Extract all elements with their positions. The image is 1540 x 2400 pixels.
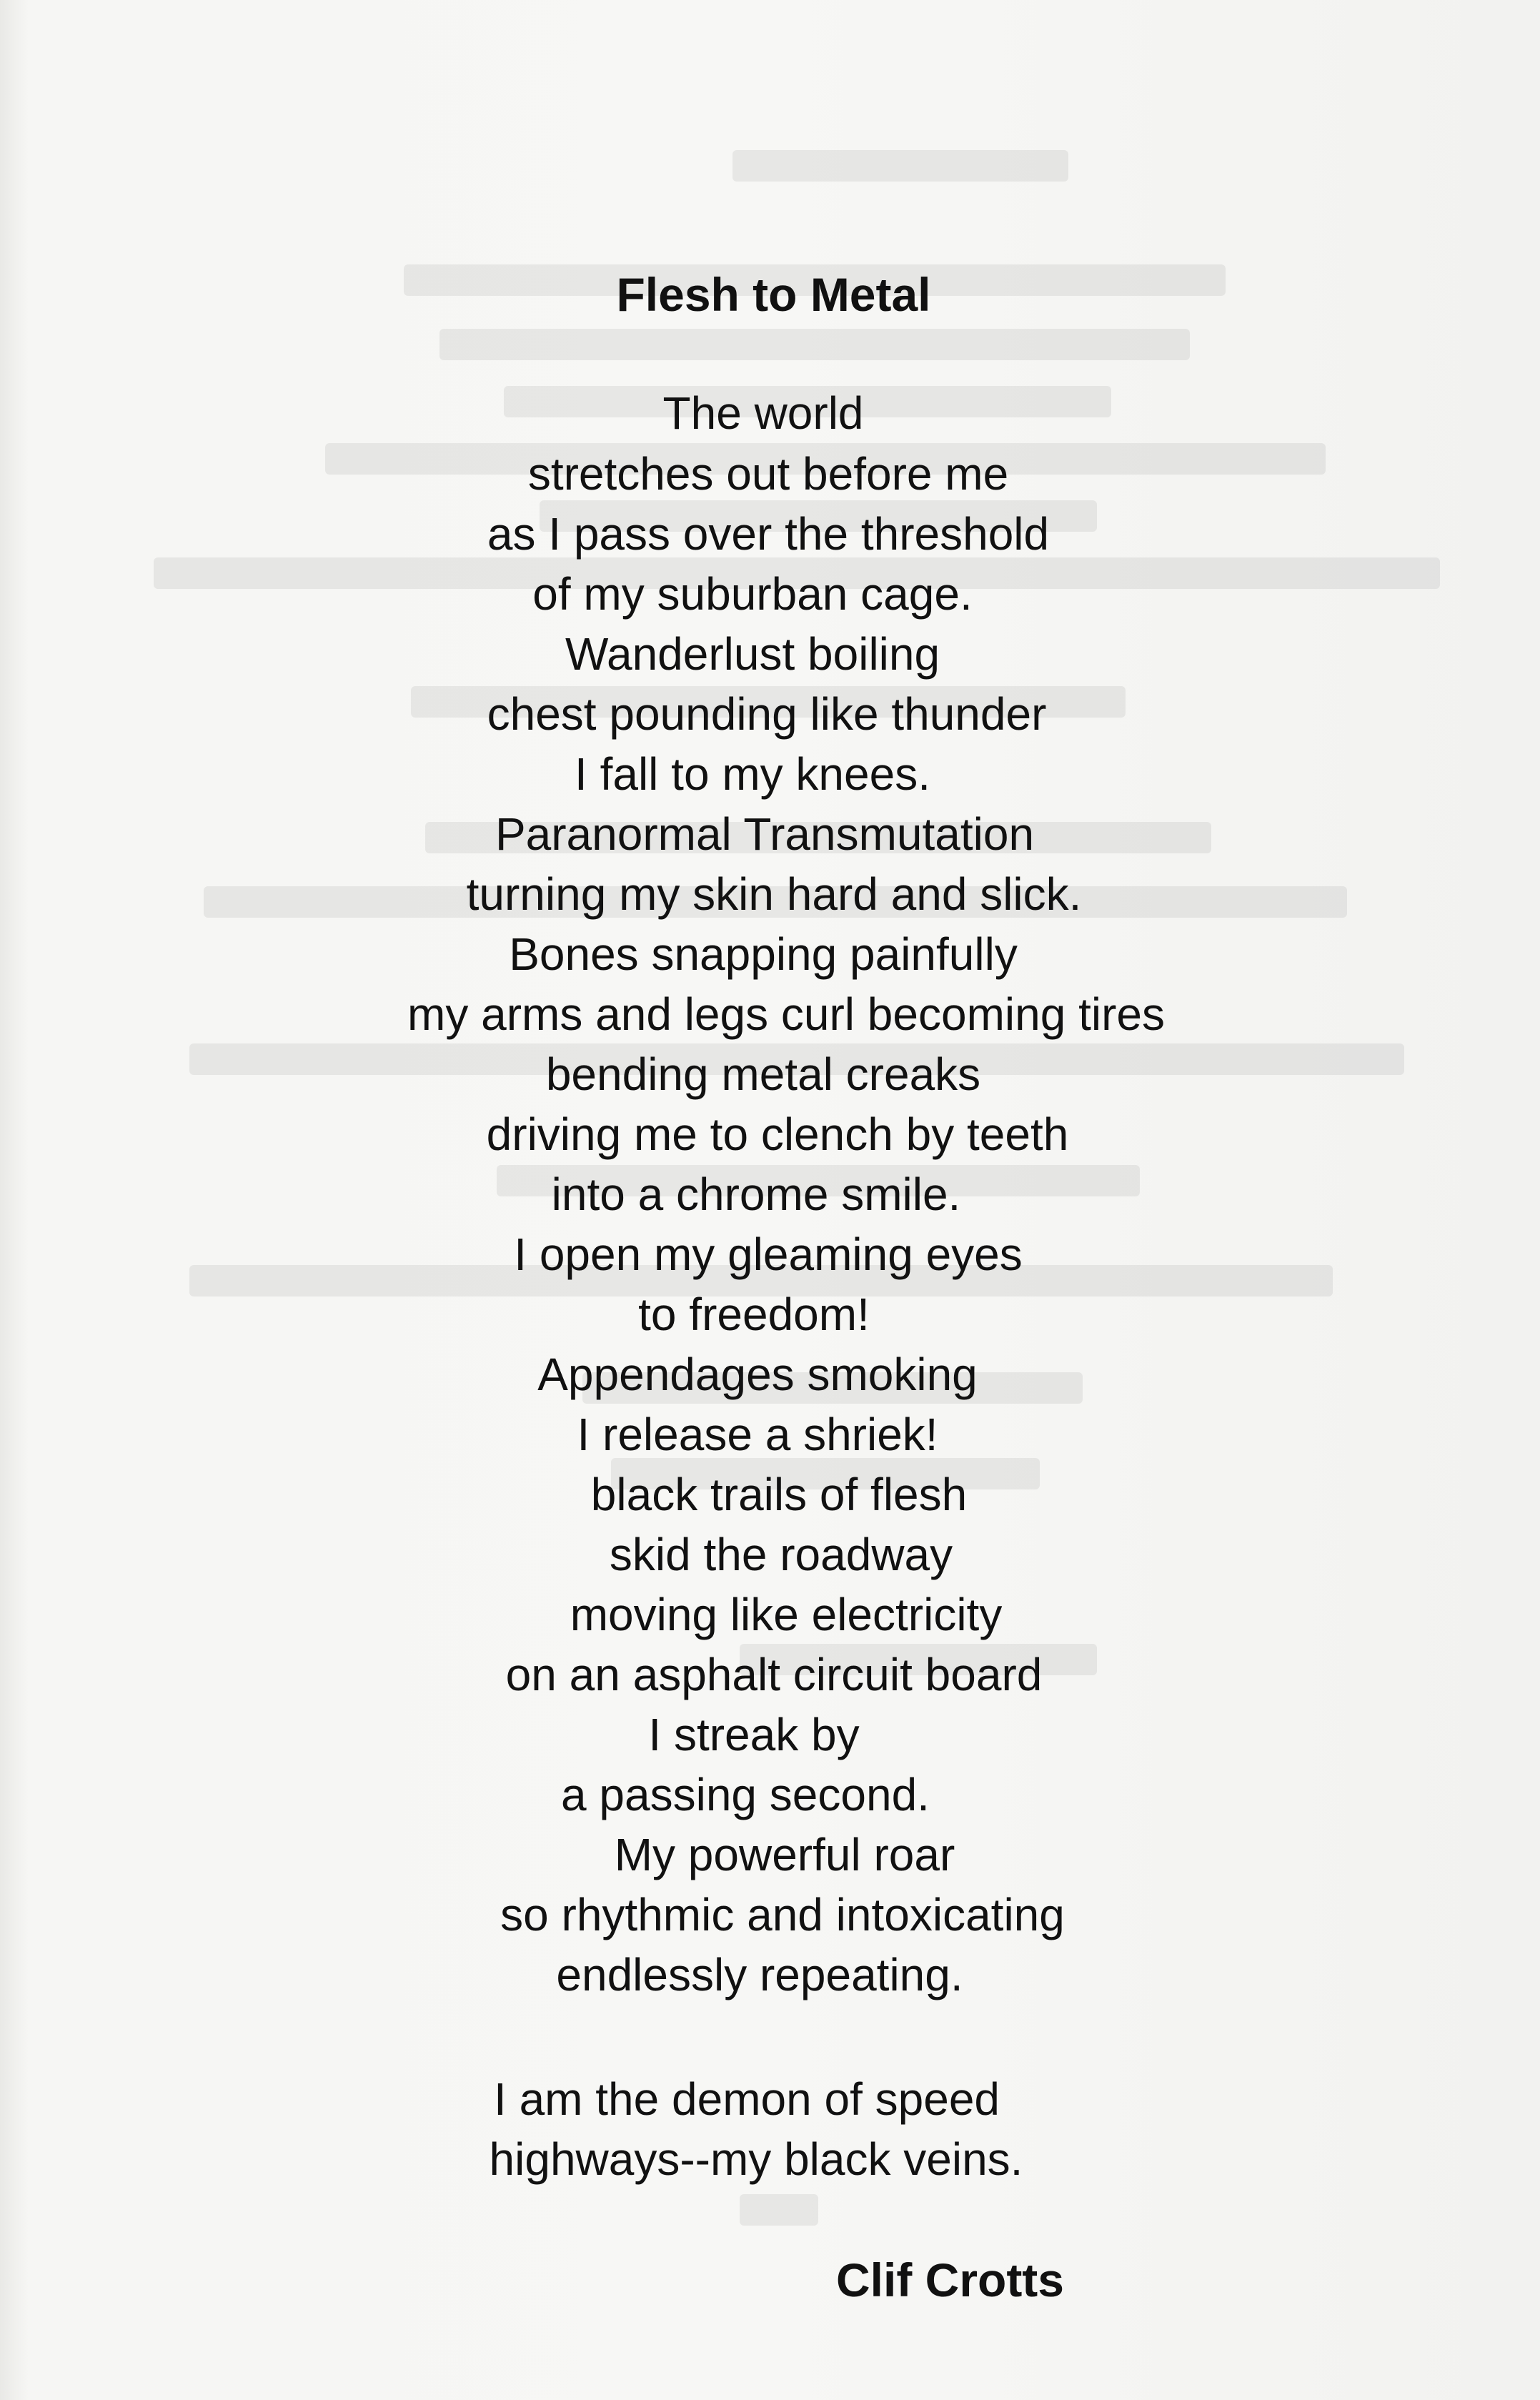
- poem-line: I am the demon of speed: [494, 2073, 1000, 2125]
- poem-line: turning my skin hard and slick.: [466, 868, 1082, 920]
- poem-line: to freedom!: [638, 1289, 870, 1340]
- poem-line: driving me to clench by teeth: [486, 1109, 1069, 1160]
- poem-line: endlessly repeating.: [556, 1949, 963, 2000]
- poem-line: into a chrome smile.: [551, 1169, 961, 1220]
- poem-line: skid the roadway: [609, 1529, 953, 1580]
- poem-line: Appendages smoking: [537, 1349, 978, 1400]
- poem-line: I release a shriek!: [577, 1409, 938, 1460]
- poem-line: Paranormal Transmutation: [495, 808, 1035, 860]
- poem-line: The world: [662, 387, 864, 439]
- poem-line: I open my gleaming eyes: [514, 1229, 1023, 1280]
- poem-line: moving like electricity: [570, 1589, 1003, 1640]
- poem-line: Wanderlust boiling: [565, 628, 940, 680]
- poem-line: I streak by: [648, 1709, 860, 1760]
- poem-line: I fall to my knees.: [575, 748, 930, 800]
- poem-line: My powerful roar: [614, 1829, 955, 1880]
- poem-line: of my suburban cage.: [532, 568, 973, 620]
- poem-title: Flesh to Metal: [616, 268, 931, 321]
- poem-line: black trails of flesh: [590, 1469, 968, 1520]
- poem-line: on an asphalt circuit board: [505, 1649, 1043, 1700]
- poem-line: bending metal creaks: [545, 1048, 981, 1100]
- poem-line: Bones snapping painfully: [509, 928, 1018, 980]
- poem-line: as I pass over the threshold: [487, 508, 1050, 560]
- poem-line: a passing second.: [561, 1769, 930, 1820]
- poem-line: so rhythmic and intoxicating: [500, 1889, 1065, 1940]
- poem-line: highways--my black veins.: [489, 2133, 1023, 2185]
- poem-line: stretches out before me: [527, 448, 1009, 500]
- poem-line: my arms and legs curl becoming tires: [407, 988, 1165, 1040]
- poem-line: chest pounding like thunder: [487, 688, 1047, 740]
- poem-author: Clif Crotts: [836, 2253, 1064, 2306]
